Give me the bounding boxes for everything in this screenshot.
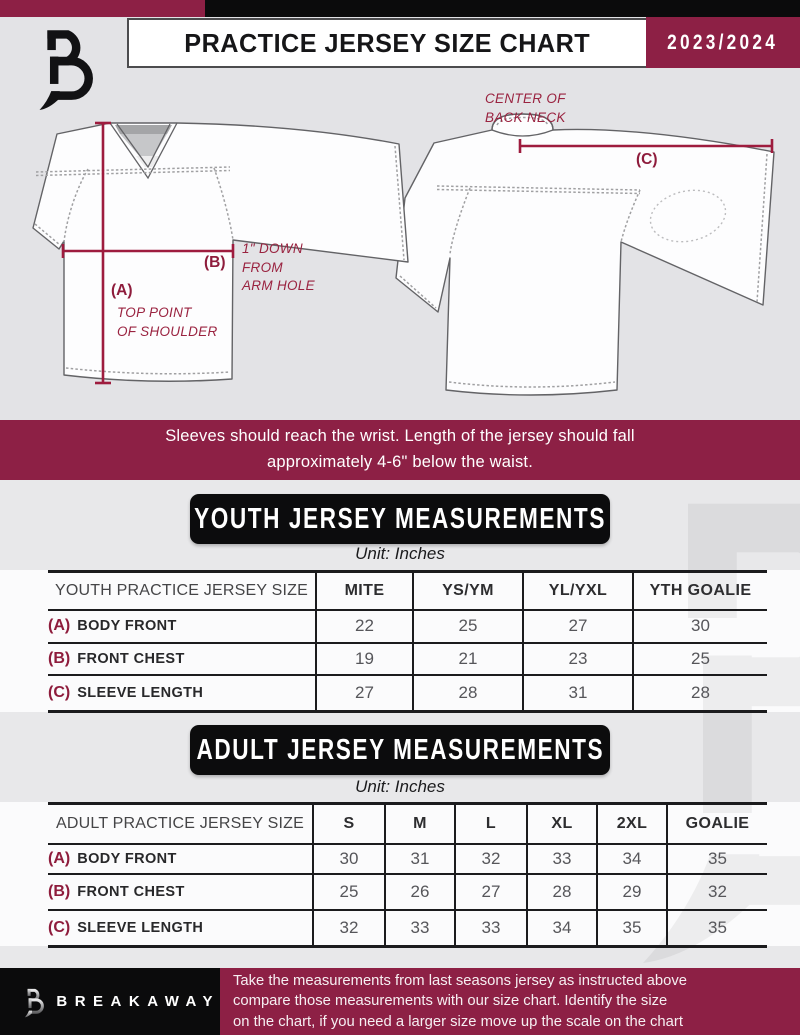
label-a: (A) bbox=[111, 282, 133, 299]
cell-value: 32 bbox=[667, 874, 767, 910]
column-header: MITE bbox=[316, 572, 413, 610]
table-row bbox=[48, 610, 767, 643]
cell-value: 31 bbox=[385, 844, 455, 874]
cell-value: 28 bbox=[413, 675, 523, 712]
row-label: FRONT CHEST bbox=[77, 650, 185, 667]
adult-section-header bbox=[190, 725, 610, 775]
breakaway-footer-logo bbox=[22, 982, 44, 1022]
cell-value: 27 bbox=[316, 675, 413, 712]
cell-value: 25 bbox=[633, 643, 767, 675]
youth-section-title: YOUTH JERSEY MEASUREMENTS bbox=[194, 502, 606, 535]
jersey-diagram-art bbox=[0, 68, 800, 420]
footer-brand-block bbox=[0, 968, 220, 1035]
cell-value: 28 bbox=[527, 874, 597, 910]
cell-value: 28 bbox=[633, 675, 767, 712]
cell-value: 19 bbox=[316, 643, 413, 675]
cell-value: 35 bbox=[597, 910, 667, 947]
row-key: (B) bbox=[48, 649, 71, 667]
row-key: (C) bbox=[48, 918, 71, 936]
cell-value: 32 bbox=[455, 844, 527, 874]
column-header: YL/YXL bbox=[523, 572, 633, 610]
youth-measurements-table bbox=[48, 570, 767, 713]
page-title-box bbox=[127, 18, 648, 68]
footer-instructions: Take the measurements from last seasons jersey as instructed above compare those measurements with our size chart. Identify the size on the chart, if you need a larger size move up the scale on the chart bbox=[233, 972, 687, 1030]
cell-value: 33 bbox=[527, 844, 597, 874]
season-badge bbox=[646, 17, 800, 68]
brand-name: BREAKAWAY bbox=[56, 993, 220, 1010]
table-row bbox=[48, 675, 767, 712]
cell-value: 35 bbox=[667, 910, 767, 947]
table-header-row bbox=[48, 572, 767, 610]
label-b: (B) bbox=[204, 254, 226, 271]
row-key: (A) bbox=[48, 617, 71, 634]
cell-value: 29 bbox=[597, 874, 667, 910]
row-label: FRONT CHEST bbox=[77, 883, 185, 900]
cell-value: 26 bbox=[385, 874, 455, 910]
cell-value: 22 bbox=[316, 610, 413, 643]
cell-value: 33 bbox=[455, 910, 527, 947]
cell-value: 34 bbox=[527, 910, 597, 947]
label-c-caption: CENTER OF BACK NECK bbox=[485, 91, 566, 125]
cell-value: 35 bbox=[667, 844, 767, 874]
youth-section-header bbox=[190, 494, 610, 544]
cell-value: 31 bbox=[523, 675, 633, 712]
season-label: 2023/2024 bbox=[667, 30, 779, 54]
table-row bbox=[48, 910, 767, 947]
row-label: SLEEVE LENGTH bbox=[77, 919, 204, 936]
column-header: YTH GOALIE bbox=[633, 572, 767, 610]
column-header: M bbox=[385, 804, 455, 844]
column-header: ADULT PRACTICE JERSEY SIZE bbox=[56, 814, 304, 832]
adult-section-title: ADULT JERSEY MEASUREMENTS bbox=[196, 733, 604, 766]
table-header-row bbox=[48, 804, 767, 844]
row-key: (A) bbox=[48, 849, 71, 867]
cell-value: 32 bbox=[313, 910, 385, 947]
column-header: L bbox=[455, 804, 527, 844]
footer-instructions-block bbox=[220, 968, 800, 1035]
row-key: (C) bbox=[48, 683, 71, 701]
cell-value: 25 bbox=[413, 610, 523, 643]
column-header: GOALIE bbox=[667, 804, 767, 844]
cell-value: 21 bbox=[413, 643, 523, 675]
row-key: (B) bbox=[48, 882, 71, 900]
column-header: S bbox=[313, 804, 385, 844]
row-label: SLEEVE LENGTH bbox=[77, 684, 204, 701]
adult-measurements-table bbox=[48, 802, 767, 948]
cell-value: 33 bbox=[385, 910, 455, 947]
youth-unit-label: Unit: Inches bbox=[355, 544, 445, 563]
column-header: YS/YM bbox=[413, 572, 523, 610]
table-row bbox=[48, 844, 767, 874]
top-strip-black bbox=[205, 0, 800, 17]
cell-value: 25 bbox=[313, 874, 385, 910]
cell-value: 30 bbox=[313, 844, 385, 874]
column-header: XL bbox=[527, 804, 597, 844]
table-row bbox=[48, 643, 767, 675]
label-b-caption: 1" DOWN FROM ARM HOLE bbox=[242, 241, 315, 294]
top-strip-maroon bbox=[0, 0, 205, 17]
table-row bbox=[48, 874, 767, 910]
page-title: PRACTICE JERSEY SIZE CHART bbox=[184, 27, 591, 58]
label-c: (C) bbox=[636, 151, 658, 168]
row-label: BODY FRONT bbox=[77, 618, 177, 634]
adult-unit-label: Unit: Inches bbox=[355, 777, 445, 796]
column-header: YOUTH PRACTICE JERSEY SIZE bbox=[55, 581, 308, 599]
jersey-diagrams bbox=[0, 68, 800, 420]
cell-value: 34 bbox=[597, 844, 667, 874]
cell-value: 30 bbox=[633, 610, 767, 643]
cell-value: 27 bbox=[455, 874, 527, 910]
cell-value: 23 bbox=[523, 643, 633, 675]
label-a-caption: TOP POINT OF SHOULDER bbox=[117, 305, 218, 339]
column-header: 2XL bbox=[597, 804, 667, 844]
cell-value: 27 bbox=[523, 610, 633, 643]
row-label: BODY FRONT bbox=[77, 850, 177, 867]
fit-instructions: Sleeves should reach the wrist. Length of the jersey should fall approximately 4-6" below the waist. bbox=[165, 427, 635, 471]
